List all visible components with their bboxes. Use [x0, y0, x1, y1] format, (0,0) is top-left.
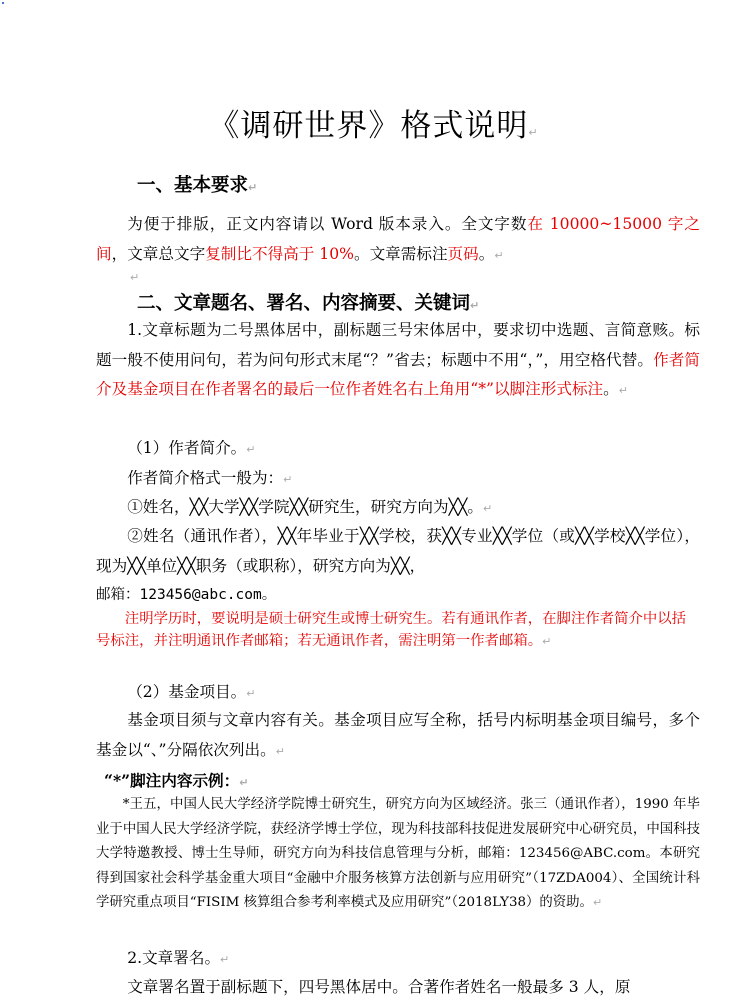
title-rules-paragraph: 1.文章标题为二号黑体居中，副标题三号宋体居中，要求切中选题、言简意赅。标题一般不使用问句，若为问句形式末尾“？”省去；标题中不用“，”，用空格代替。作者简介及基金项目在作者署名的最后一位作者姓名右上角用“*”以脚注形式标注。↵ [96, 321, 700, 398]
section-1-paragraph: 为便于排版，正文内容请以 Word 版本录入。全文字数在 10000~15000 字之间，文章总文字复制比不得高于 10%。文章需标注页码。↵ [96, 215, 700, 263]
document-title: 《调研世界》格式说明↵ [208, 108, 539, 144]
corner-marker [2, 2, 4, 4]
section-2-heading: 二、文章题名、署名、内容摘要、关键词↵ [137, 293, 480, 314]
fund-subheading: （2）基金项目。↵ [127, 683, 256, 701]
author-format-intro: 作者简介格式一般为：↵ [127, 469, 293, 487]
author-format-item-2: ②姓名（通讯作者），╳╳年毕业于╳╳学校，获╳╳专业╳╳学位（或╳╳学校╳╳学位），现为╳╳单位╳╳职务（或职称），研究方向为╳╳， [96, 527, 700, 575]
signature-subheading: 2.文章署名。↵ [127, 949, 230, 967]
example-heading: “*”脚注内容示例：↵ [104, 771, 249, 790]
author-format-item-1: ①姓名，╳╳大学╳╳学院╳╳研究生，研究方向为╳╳。↵ [127, 498, 493, 516]
fund-paragraph: 基金项目须与文章内容有关。基金项目应写全称，括号内标明基金项目编号，多个基金以“、”分隔依次列出。↵ [96, 711, 700, 759]
author-email: 邮箱：123456@abc.com。 [96, 587, 277, 603]
footnote-example: *王五，中国人民大学经济学院博士研究生，研究方向为区域经济。张三（通讯作者），1990 年毕业于中国人民大学经济学院，获经济学博士学位，现为科技部科技促进发展研究中心研究员，中国科技大学特邀教授、博士生导师，研究方向为科技信息管理与分析，邮箱：123456@ABC.com。本研究得到国家社会科学基金重大项目“金融中介服务核算方法创新与应用研究”（17ZDA004）、全国统计科学研究重点项目“FISIM 核算组合参考利率模式及应用研究”（2018LY38）的资助。↵ [96, 797, 700, 910]
empty-paragraph-mark: ↵ [130, 271, 140, 284]
signature-paragraph: 文章署名置于副标题下，四号黑体居中。合著作者姓名一般最多 3 人，原 [127, 978, 631, 996]
author-note: 注明学历时，要说明是硕士研究生或博士研究生。若有通讯作者，在脚注作者简介中以括号标注，并注明通讯作者邮箱；若无通讯作者，需注明第一作者邮箱。↵ [96, 611, 687, 649]
author-intro-subheading: （1）作者简介。↵ [127, 439, 256, 457]
section-1-heading: 一、基本要求↵ [137, 175, 258, 196]
